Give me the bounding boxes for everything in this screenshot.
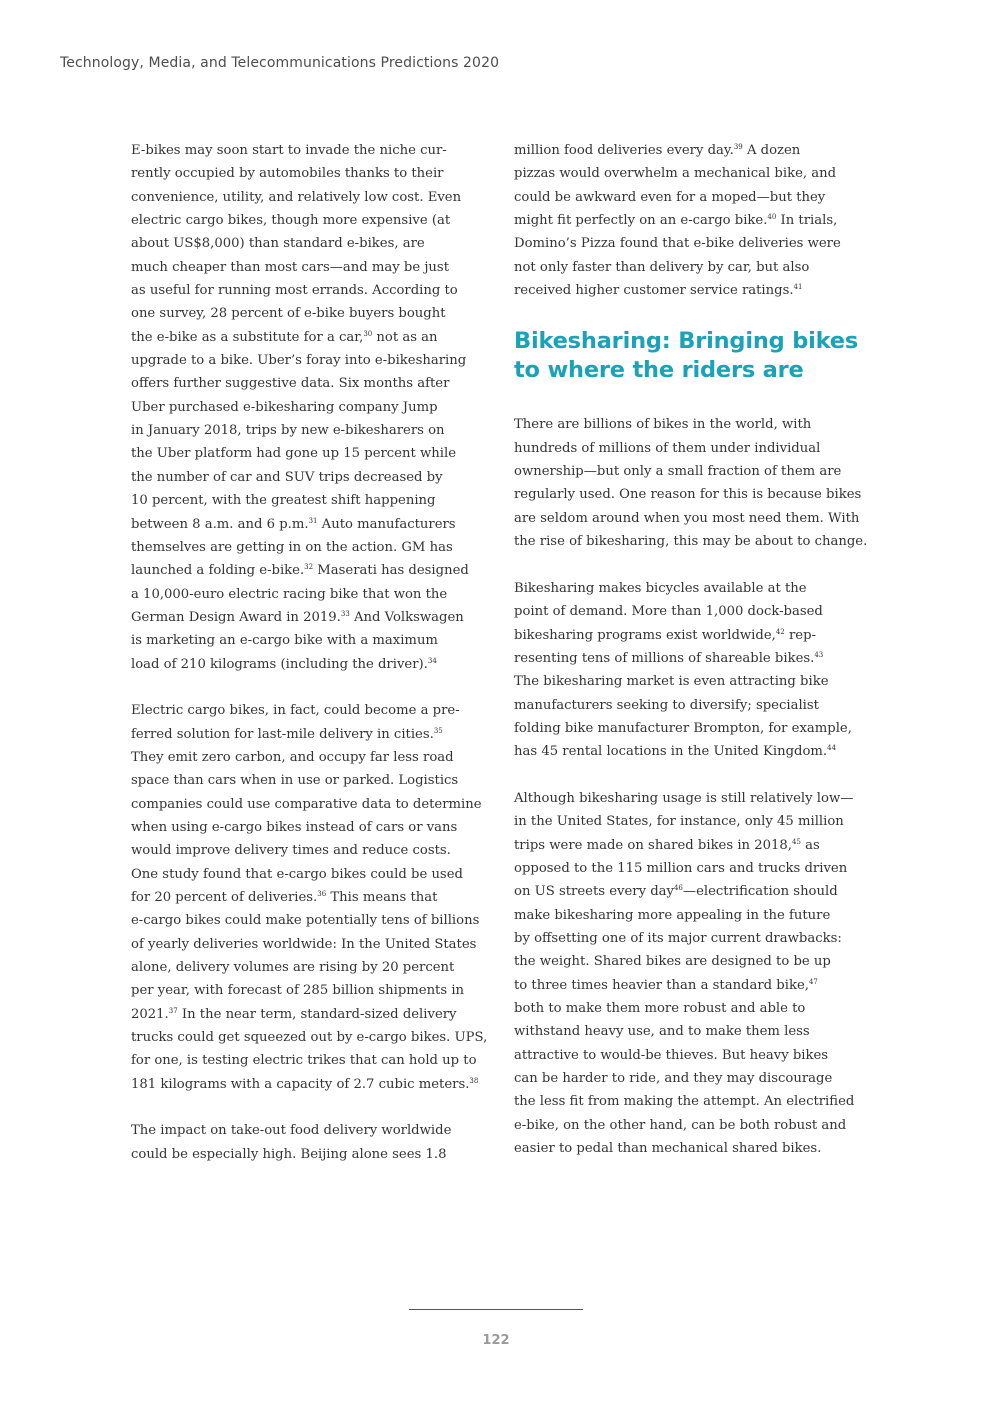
text-line: There are billions of bikes in the world, with [514, 417, 812, 433]
text-line: as useful for running most errands. According to [131, 283, 458, 299]
text-line: the number of car and SUV trips decreased by [131, 469, 443, 485]
text-line: folding bike manufacturer Brompton, for example, [514, 720, 852, 736]
text-segment: launched a folding e-bike. [131, 563, 305, 579]
text-line: Although bikesharing usage is still relatively low— [514, 790, 854, 806]
text-segment: And Volkswagen [349, 609, 464, 625]
text-line [131, 1073, 481, 1096]
text-line: could be awkward even for a moped—but they [514, 189, 826, 205]
text-line: easier to pedal than mechanical shared bikes. [514, 1141, 822, 1157]
text-line [131, 886, 481, 909]
text-line [514, 209, 864, 232]
footnote-ref[interactable]: 36 [317, 890, 327, 898]
text-line: by offsetting one of its major current drawbacks: [514, 930, 842, 946]
text-line: could be especially high. Beijing alone sees 1.8 [131, 1146, 447, 1162]
text-line: attractive to would-be thieves. But heavy bikes [514, 1047, 829, 1063]
text-line: a 10,000-euro electric racing bike that won the [131, 586, 448, 602]
footnote-ref[interactable]: 33 [340, 609, 350, 618]
footnote-ref[interactable]: 31 [308, 516, 318, 525]
footer-divider [409, 1309, 583, 1310]
text-line: One study found that e-cargo bikes could be used [131, 866, 463, 882]
text-line [514, 880, 864, 903]
text-segment: rep- [784, 627, 816, 643]
text-line: pizzas would overwhelm a mechanical bike, and [514, 166, 837, 182]
text-line: offers further suggestive data. Six months after [131, 376, 450, 392]
footnote-ref[interactable]: 44 [827, 744, 837, 753]
text-line: one survey, 28 percent of e-bike buyers bought [131, 306, 446, 322]
text-line: the less fit from making the attempt. An electrified [514, 1094, 855, 1110]
text-line: point of demand. More than 1,000 dock-based [514, 604, 823, 620]
text-segment: 2021. [131, 1006, 169, 1022]
text-segment: received higher customer service ratings. [514, 283, 794, 299]
text-segment: trips were made on shared bikes in 2018, [514, 837, 792, 853]
text-segment: German Design Award in 2019. [131, 609, 341, 625]
text-line: Bikesharing makes bicycles available at the [514, 580, 807, 596]
text-line: the rise of bikesharing, this may be about to change. [514, 534, 868, 550]
footnote-ref[interactable]: 30 [363, 329, 373, 338]
text-line: of yearly deliveries worldwide: In the United States [131, 936, 477, 952]
paragraph [514, 139, 864, 302]
text-segment: as [800, 837, 820, 853]
section-heading [514, 327, 864, 385]
text-line [131, 1003, 481, 1026]
text-line: electric cargo bikes, though more expensive (at [131, 213, 451, 229]
text-line: alone, delivery volumes are rising by 20 percent [131, 960, 455, 976]
text-line: both to make them more robust and able to [514, 1001, 806, 1016]
heading-line: Bikesharing: Bringing bikes [514, 328, 859, 355]
right-column [514, 139, 868, 1160]
text-line [131, 326, 481, 349]
text-segment: —electrification should [682, 884, 838, 900]
paragraph [131, 1119, 481, 1166]
text-segment: not as an [372, 329, 438, 345]
text-line: e-cargo bikes could make potentially tens of billions [131, 913, 480, 929]
text-line: in the United States, for instance, only 45 million [514, 814, 844, 830]
paragraph [131, 699, 488, 1096]
text-line: when using e-cargo bikes instead of cars or vans [131, 819, 458, 835]
text-line: convenience, utility, and relatively low cost. Even [131, 189, 462, 205]
text-line [514, 834, 864, 857]
footnote-ref[interactable]: 39 [733, 143, 743, 151]
text-line: for one, is testing electric trikes that can hold up to [131, 1053, 477, 1069]
text-line: regularly used. One reason for this is because bikes [514, 487, 862, 503]
text-line: ownership—but only a small fraction of them are [514, 464, 842, 480]
paragraph [514, 413, 868, 553]
text-line [514, 279, 864, 302]
footnote-ref[interactable]: 42 [775, 627, 785, 636]
text-line: Domino’s Pizza found that e-bike deliveries were [514, 236, 841, 252]
text-line [131, 653, 481, 676]
text-segment: In trials, [776, 213, 838, 229]
text-line: per year, with forecast of 285 billion shipments in [131, 983, 465, 999]
text-segment: This means that [326, 890, 438, 905]
text-segment: bikesharing programs exist worldwide, [514, 627, 776, 643]
text-line: can be harder to ride, and they may discourage [514, 1071, 833, 1087]
text-line [131, 723, 481, 746]
left-column [131, 139, 488, 1166]
text-segment: between 8 a.m. and 6 p.m. [131, 516, 309, 532]
text-line: make bikesharing more appealing in the future [514, 907, 831, 923]
paragraph [131, 139, 481, 676]
text-line: withstand heavy use, and to make them less [514, 1024, 810, 1040]
footnote-ref[interactable]: 40 [767, 213, 777, 222]
text-line: e-bike, on the other hand, can be both robust and [514, 1117, 847, 1133]
text-segment: the e-bike as a substitute for a car, [131, 329, 364, 345]
text-line: upgrade to a bike. Uber’s foray into e-bikesharing [131, 353, 467, 369]
text-line [514, 139, 864, 162]
text-line: E-bikes may soon start to invade the niche cur- [131, 143, 447, 158]
heading-line: to where the riders are [514, 357, 804, 384]
text-line: much cheaper than most cars—and may be just [131, 259, 449, 275]
text-line: opposed to the 115 million cars and trucks driven [514, 860, 848, 876]
text-segment: A dozen [742, 143, 801, 158]
footnote-ref[interactable]: 46 [673, 884, 683, 893]
text-line: The bikesharing market is even attracting bike [514, 674, 829, 690]
text-segment: resenting tens of millions of shareable bikes. [514, 650, 815, 666]
text-segment: on US streets every day [514, 884, 674, 900]
footnote-ref[interactable]: 38 [469, 1076, 479, 1085]
footnote-ref[interactable]: 32 [304, 563, 314, 572]
text-line: companies could use comparative data to determine [131, 796, 482, 812]
footnote-ref[interactable]: 41 [793, 283, 803, 292]
text-line: the weight. Shared bikes are designed to be up [514, 954, 831, 970]
text-segment: Maserati has designed [313, 563, 469, 579]
text-line: They emit zero carbon, and occupy far less road [131, 749, 454, 765]
text-line: not only faster than delivery by car, but also [514, 259, 810, 275]
text-line: rently occupied by automobiles thanks to their [131, 166, 444, 182]
paragraph [514, 787, 864, 1161]
text-segment: 181 kilograms with a capacity of 2.7 cubic meters. [131, 1076, 470, 1092]
text-line: about US$8,000) than standard e-bikes, are [131, 236, 425, 252]
text-segment: ferred solution for last-mile delivery in cities. [131, 726, 434, 742]
text-segment: has 45 rental locations in the United Kingdom. [514, 744, 828, 760]
footnote-ref[interactable]: 47 [808, 977, 818, 986]
text-segment: to three times heavier than a standard bike, [514, 977, 809, 993]
text-segment: In the near term, standard-sized delivery [177, 1006, 457, 1022]
running-head: Technology, Media, and Telecommunications Predictions 2020 [60, 55, 500, 71]
text-line: The impact on take-out food delivery worldwide [131, 1123, 452, 1139]
paragraph [514, 577, 864, 764]
text-line: trucks could get squeezed out by e-cargo bikes. UPS, [131, 1030, 488, 1046]
text-line: in January 2018, trips by new e-bikesharers on [131, 423, 445, 439]
text-line: Electric cargo bikes, in fact, could become a pre- [131, 703, 460, 719]
text-line [131, 606, 481, 629]
text-segment: load of 210 kilograms (including the driver). [131, 656, 428, 672]
text-line [514, 647, 864, 670]
text-line: space than cars when in use or parked. Logistics [131, 773, 459, 789]
text-line: the Uber platform had gone up 15 percent while [131, 446, 456, 462]
text-line: manufacturers seeking to diversify; specialist [514, 697, 819, 713]
footnote-ref[interactable]: 45 [791, 837, 801, 846]
footnote-ref[interactable]: 37 [168, 1006, 178, 1015]
text-line: is marketing an e-cargo bike with a maximum [131, 633, 438, 649]
footnote-ref[interactable]: 34 [427, 656, 437, 665]
footnote-ref[interactable]: 35 [433, 726, 443, 735]
text-line: 10 percent, with the greatest shift happening [131, 493, 436, 509]
text-line [514, 624, 864, 647]
text-segment: million food deliveries every day. [514, 143, 734, 158]
text-line: themselves are getting in on the action. GM has [131, 539, 453, 555]
text-line [131, 559, 481, 582]
text-line: Uber purchased e-bikesharing company Jump [131, 399, 438, 415]
text-line: would improve delivery times and reduce costs. [131, 843, 451, 859]
text-line [514, 740, 864, 763]
text-segment: might fit perfectly on an e-cargo bike. [514, 213, 768, 229]
text-segment: Auto manufacturers [317, 516, 456, 532]
text-line [131, 513, 481, 536]
page-number: 122 [482, 1333, 510, 1348]
text-line [514, 974, 864, 997]
text-segment: for 20 percent of deliveries. [131, 890, 318, 905]
text-line: hundreds of millions of them under individual [514, 440, 821, 456]
footnote-ref[interactable]: 43 [814, 650, 824, 659]
text-line: are seldom around when you most need them. With [514, 510, 860, 526]
